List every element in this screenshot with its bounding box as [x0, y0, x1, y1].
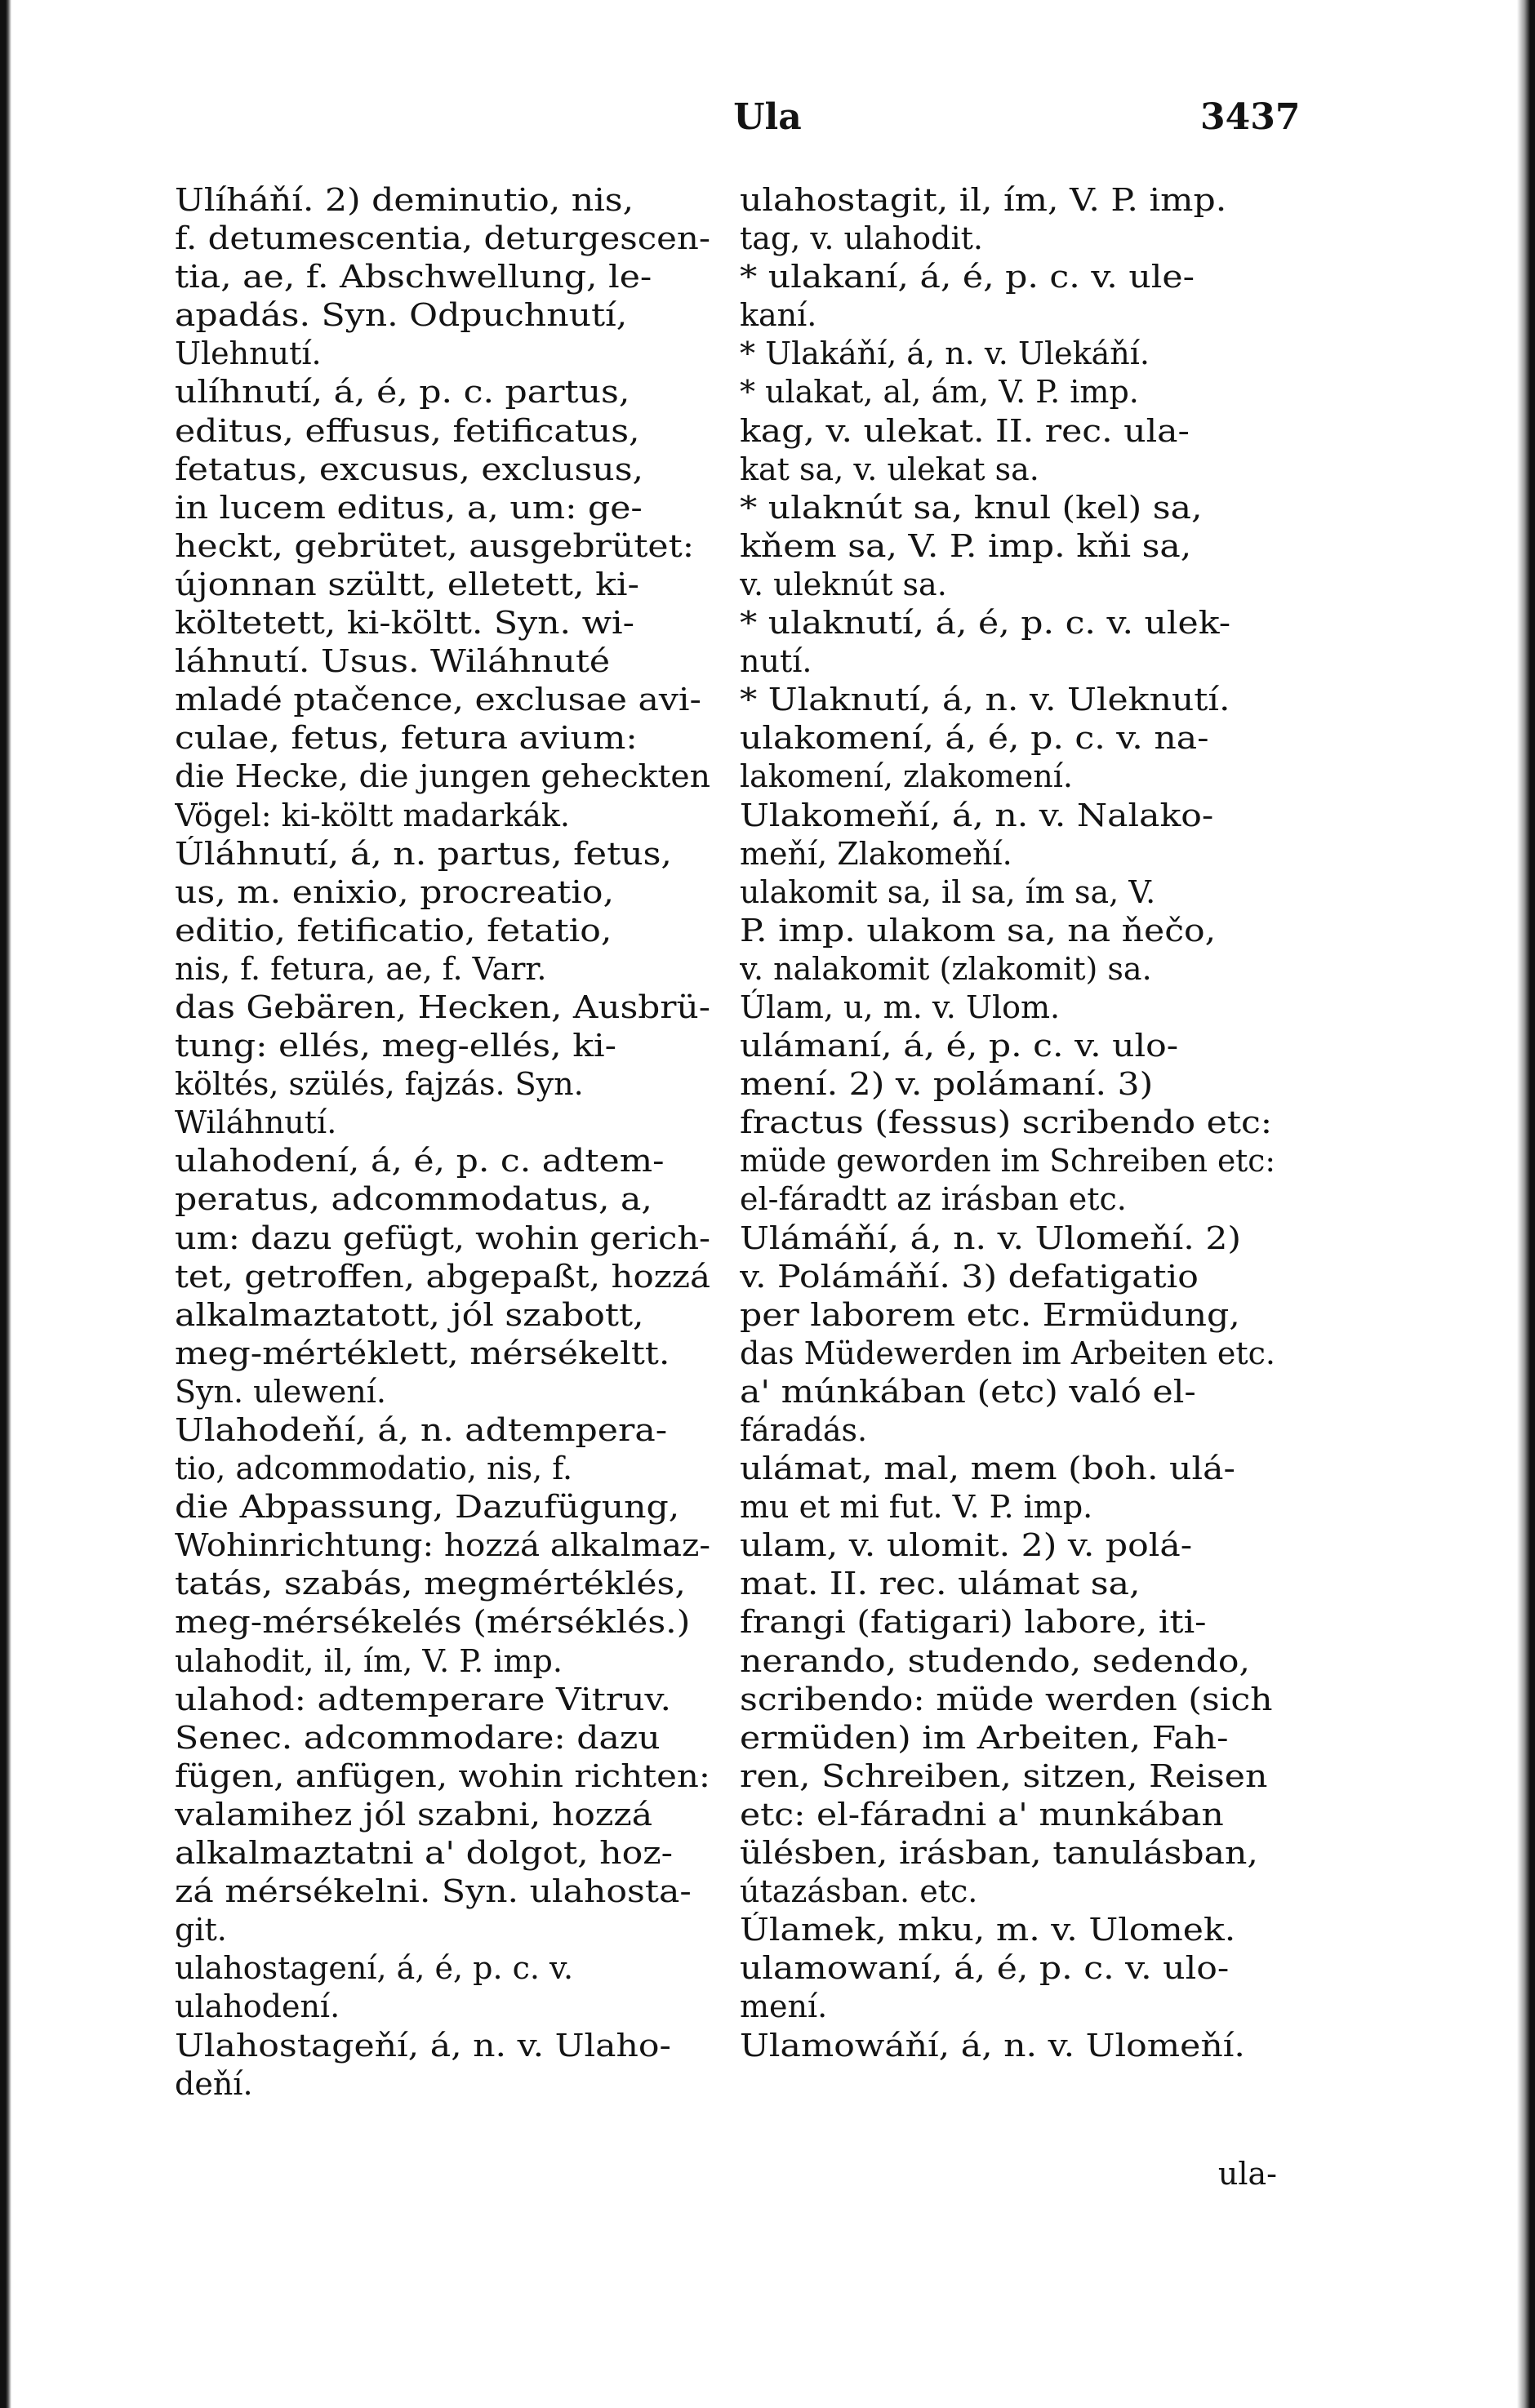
entry-line-text: Ulahostageňí, á, n. v. Ulaho- [175, 2027, 671, 2064]
entry-line [740, 1681, 1279, 1719]
entry-line-text: alkalmaztatott, jól szabott, [175, 1296, 644, 1333]
entry-line-text: Ulehnutí. [175, 335, 322, 372]
entry-line [175, 1065, 714, 1104]
entry-line [175, 1180, 714, 1219]
entry-line [175, 1258, 714, 1296]
entry-line-text: ülésben, irásban, tanulásban, [740, 1835, 1258, 1872]
entry-line-text: Úláhnutí, á, n. partus, fetus, [175, 835, 672, 872]
entry-line [740, 1757, 1279, 1796]
entry-line [175, 1642, 714, 1681]
entry-line [175, 1719, 714, 1757]
entry-line [175, 489, 714, 527]
entry-line-text: um: dazu gefügt, wohin gerich- [175, 1220, 710, 1256]
entry-line [740, 1180, 1279, 1219]
entry-line-text: scribendo: müde werden (sich [740, 1681, 1273, 1717]
entry-line-text: valamihez jól szabni, hozzá [175, 1796, 653, 1833]
entry-line-text: meg-mértéklett, mérsékeltt. [175, 1335, 670, 1371]
entry-line-text: * ulaknutí, á, é, p. c. v. ulek- [740, 605, 1231, 642]
entry-line [175, 296, 714, 335]
entry-line [740, 1065, 1279, 1104]
entry-line-text: ulam, v. ulomit. 2) v. polá- [740, 1527, 1193, 1564]
entry-line-text: v. nalakomit (zlakomit) sa. [740, 950, 1152, 987]
entry-line [175, 1220, 714, 1258]
entry-line [175, 642, 714, 681]
entry-line [740, 1719, 1279, 1757]
entry-line [740, 1411, 1279, 1450]
entry-line [175, 451, 714, 489]
entry-line-text: nerando, studendo, sedendo, [740, 1642, 1251, 1679]
entry-line-text: mení. [740, 1988, 828, 2025]
entry-line-text: Ulíháňí. 2) deminutio, nis, [175, 182, 634, 218]
entry-line-text: kaní. [740, 297, 817, 334]
entry-line [740, 757, 1279, 796]
entry-line [175, 1335, 714, 1373]
entry-line-text: Ulámáňí, á, n. v. Ulomeňí. 2) [740, 1220, 1242, 1256]
entry-line-text: tatás, szabás, megmértéklés, [175, 1566, 686, 1602]
entry-line-text: tet, getroffen, abgepaßt, hozzá [175, 1258, 710, 1295]
entry-line [740, 1565, 1279, 1603]
entry-line [740, 873, 1279, 912]
entry-line [740, 719, 1279, 757]
entry-line-text: Wohinrichtung: hozzá alkalmaz- [175, 1527, 710, 1564]
entry-line [740, 912, 1279, 950]
entry-line [175, 1526, 714, 1565]
entry-line [175, 373, 714, 411]
entry-line-text: mat. II. rec. ulámat sa, [740, 1566, 1141, 1602]
entry-line [175, 1603, 714, 1642]
entry-line [175, 1488, 714, 1526]
entry-line-text: nis, f. fetura, ae, f. Varr. [175, 950, 547, 987]
entry-line-text: v. uleknút sa. [740, 566, 947, 602]
entry-line [740, 681, 1279, 719]
entry-line-text: ren, Schreiben, sitzen, Reisen [740, 1757, 1268, 1794]
entry-line-text: tia, ae, f. Abschwellung, le- [175, 259, 652, 295]
entry-line-text: mení. 2) v. polámaní. 3) [740, 1066, 1154, 1103]
entry-line-text: us, m. enixio, procreatio, [175, 873, 615, 910]
entry-line-text: tio, adcommodatio, nis, f. [175, 1451, 573, 1487]
entry-line-text: költetett, ki-költt. Syn. wi- [175, 605, 635, 642]
entry-line-text: Wiláhnutí. [175, 1104, 337, 1141]
entry-line [175, 1296, 714, 1335]
entry-line [175, 1104, 714, 1142]
entry-line-text: alkalmaztatni a' dolgot, hoz- [175, 1835, 673, 1872]
entry-line [740, 1220, 1279, 1258]
entry-line-text: meňí, Zlakomeňí. [740, 835, 1012, 872]
entry-line [740, 1027, 1279, 1065]
entry-line [175, 989, 714, 1027]
entry-line-text: ulahostagit, il, ím, V. P. imp. [740, 182, 1227, 218]
entry-line-text: Ulamowáňí, á, n. v. Ulomeňí. [740, 2027, 1245, 2064]
entry-line-text: müde geworden im Schreiben etc: [740, 1143, 1275, 1180]
entry-line-text: tung: ellés, meg-ellés, ki- [175, 1028, 616, 1064]
entry-line-text: Syn. ulewení. [175, 1373, 386, 1410]
entry-line-text: ulahodit, il, ím, V. P. imp. [175, 1642, 563, 1679]
entry-line-text: git. [175, 1912, 227, 1948]
entry-line [175, 1949, 714, 1988]
entry-line [175, 1565, 714, 1603]
entry-line-text: láhnutí. Usus. Wiláhnuté [175, 643, 611, 680]
entry-line-text: zá mérsékelni. Syn. ulahosta- [175, 1873, 692, 1910]
entry-line-text: ulakomit sa, il sa, ím sa, V. [740, 873, 1156, 910]
entry-line [175, 181, 714, 220]
entry-line-text: fractus (fessus) scribendo etc: [740, 1104, 1273, 1141]
entry-line [740, 335, 1279, 373]
catchword: ula- [1217, 2156, 1277, 2192]
entry-line [740, 1104, 1279, 1142]
entry-line [740, 181, 1279, 220]
entry-line [740, 1258, 1279, 1296]
entry-line [740, 1526, 1279, 1565]
entry-line [175, 1911, 714, 1949]
entry-line [175, 604, 714, 642]
entry-line-text: költés, szülés, fajzás. Syn. [175, 1066, 584, 1103]
entry-line-text: culae, fetus, fetura avium: [175, 720, 638, 757]
entry-line-text: ulámaní, á, é, p. c. v. ulo- [740, 1028, 1179, 1064]
entry-line-text: frangi (fatigari) labore, iti- [740, 1604, 1207, 1641]
entry-line [740, 566, 1279, 604]
entry-line-text: Senec. adcommodare: dazu [175, 1719, 661, 1756]
entry-line-text: meg-mérsékelés (mérséklés.) [175, 1604, 691, 1641]
entry-line-text: ulahod: adtemperare Vitruv. [175, 1681, 672, 1717]
entry-line-text: editio, fetificatio, fetatio, [175, 912, 612, 949]
entry-line-text: die Abpassung, Dazufügung, [175, 1489, 680, 1526]
entry-line-text: * ulaknút sa, knul (kel) sa, [740, 489, 1203, 526]
entry-line-text: mu et mi fut. V. P. imp. [740, 1489, 1093, 1526]
entry-line [175, 912, 714, 950]
entry-line [175, 2027, 714, 2065]
entry-line [740, 451, 1279, 489]
entry-line [175, 757, 714, 796]
entry-line-text: P. imp. ulakom sa, na ňečo, [740, 912, 1217, 949]
entry-line [740, 373, 1279, 411]
entry-line-text: Ulakomeňí, á, n. v. Nalako- [740, 797, 1214, 833]
entry-line-text: a' múnkában (etc) való el- [740, 1373, 1196, 1410]
entry-line [740, 1603, 1279, 1642]
page-number: 3437 [1200, 96, 1301, 138]
entry-line [175, 797, 714, 835]
entry-line [740, 1373, 1279, 1411]
entry-line [740, 527, 1279, 566]
running-head: Ula [733, 96, 802, 138]
entry-line-text: fetatus, excusus, exclusus, [175, 451, 644, 487]
entry-line-text: v. Polámáňí. 3) defatigatio [740, 1258, 1199, 1295]
entry-line-text: kat sa, v. ulekat sa. [740, 451, 1039, 487]
entry-line [740, 604, 1279, 642]
entry-line [740, 220, 1279, 258]
entry-line-text: etc: el-fáradni a' munkában [740, 1796, 1224, 1833]
entry-line [740, 1988, 1279, 2026]
entry-line [175, 835, 714, 873]
entry-line [175, 950, 714, 989]
entry-line-text: editus, effusus, fetificatus, [175, 412, 640, 449]
entry-line [175, 1757, 714, 1796]
entry-line-text: ulahodení, á, é, p. c. adtem- [175, 1143, 665, 1180]
entry-line [740, 2027, 1279, 2065]
entry-line [740, 1335, 1279, 1373]
entry-line [740, 1873, 1279, 1911]
entry-line-text: fügen, anfügen, wohin richten: [175, 1757, 710, 1794]
entry-line-text: das Müdewerden im Arbeiten etc. [740, 1335, 1275, 1371]
entry-line-text: ulíhnutí, á, é, p. c. partus, [175, 374, 630, 411]
entry-line [175, 335, 714, 373]
entry-line-text: kag, v. ulekat. II. rec. ula- [740, 412, 1190, 449]
entry-line [175, 566, 714, 604]
entry-line [740, 1911, 1279, 1949]
entry-line-text: * ulakat, al, ám, V. P. imp. [740, 374, 1139, 411]
entry-line [175, 527, 714, 566]
entry-line [740, 412, 1279, 451]
right-column [740, 181, 1279, 2065]
entry-line [175, 220, 714, 258]
entry-line-text: mladé ptačence, exclusae avi- [175, 682, 701, 718]
entry-line [740, 1834, 1279, 1873]
entry-line-text: per laborem etc. Ermüdung, [740, 1296, 1240, 1333]
entry-line [740, 950, 1279, 989]
entry-line-text: deňí. [175, 2065, 253, 2102]
entry-line [175, 1450, 714, 1488]
entry-line-text: el-fáradtt az irásban etc. [740, 1181, 1127, 1218]
entry-line [740, 1142, 1279, 1180]
entry-line [740, 1796, 1279, 1834]
entry-line-text: Ulahodeňí, á, n. adtempera- [175, 1412, 668, 1448]
entry-line [175, 412, 714, 451]
entry-line-text: ermüden) im Arbeiten, Fah- [740, 1719, 1229, 1756]
entry-line [740, 642, 1279, 681]
entry-line-text: ulamowaní, á, é, p. c. v. ulo- [740, 1950, 1230, 1987]
entry-line-text: lakomení, zlakomení. [740, 758, 1073, 795]
entry-line-text: Úlam, u, m. v. Ulom. [740, 989, 1061, 1025]
entry-line-text: in lucem editus, a, um: ge- [175, 489, 643, 526]
entry-line [175, 1834, 714, 1873]
entry-line-text: útazásban. etc. [740, 1873, 978, 1910]
entry-line [175, 1142, 714, 1180]
entry-line [740, 1488, 1279, 1526]
entry-line-text: heckt, gebrütet, ausgebrütet: [175, 527, 695, 564]
entry-line [740, 797, 1279, 835]
entry-line [175, 719, 714, 757]
entry-line [740, 1296, 1279, 1335]
entry-line-text: kňem sa, V. P. imp. kňi sa, [740, 527, 1192, 564]
entry-line-text: das Gebären, Hecken, Ausbrü- [175, 989, 710, 1025]
entry-line [175, 2065, 714, 2104]
entry-line-text: ulahostagení, á, é, p. c. v. [175, 1950, 574, 1987]
entry-line [175, 1373, 714, 1411]
entry-line [175, 681, 714, 719]
entry-line-text: Vögel: ki-költt madarkák. [175, 797, 570, 833]
entry-line [175, 1681, 714, 1719]
entry-line-text: peratus, adcommodatus, a, [175, 1181, 652, 1218]
entry-line [175, 1411, 714, 1450]
entry-line-text: f. detumescentia, deturgescen- [175, 220, 710, 257]
entry-line [740, 296, 1279, 335]
entry-line [175, 1988, 714, 2026]
entry-line [175, 1796, 714, 1834]
entry-line-text: fáradás. [740, 1412, 868, 1448]
entry-line [740, 835, 1279, 873]
entry-line-text: Úlamek, mku, m. v. Ulomek. [740, 1912, 1236, 1948]
entry-line-text: ulakomení, á, é, p. c. v. na- [740, 720, 1209, 757]
entry-line-text: újonnan szültt, elletett, ki- [175, 566, 639, 602]
left-column [175, 181, 714, 2104]
entry-line-text: tag, v. ulahodit. [740, 220, 983, 257]
entry-line [740, 1450, 1279, 1488]
entry-line-text: nutí. [740, 643, 812, 680]
entry-line-text: * ulakaní, á, é, p. c. v. ule- [740, 259, 1195, 295]
entry-line [740, 258, 1279, 296]
entry-line [740, 1949, 1279, 1988]
entry-line [740, 989, 1279, 1027]
entry-line-text: apadás. Syn. Odpuchnutí, [175, 297, 628, 334]
entry-line [740, 1642, 1279, 1681]
entry-line-text: * Ulaknutí, á, n. v. Uleknutí. [740, 682, 1230, 718]
entry-line [175, 258, 714, 296]
entry-line [175, 1873, 714, 1911]
entry-line [175, 1027, 714, 1065]
entry-line-text: ulámat, mal, mem (boh. ulá- [740, 1451, 1235, 1487]
entry-line [740, 489, 1279, 527]
entry-line-text: ulahodení. [175, 1988, 340, 2025]
entry-line-text: * Ulakáňí, á, n. v. Ulekáňí. [740, 335, 1150, 372]
entry-line-text: die Hecke, die jungen geheckten [175, 758, 710, 795]
entry-line [175, 873, 714, 912]
